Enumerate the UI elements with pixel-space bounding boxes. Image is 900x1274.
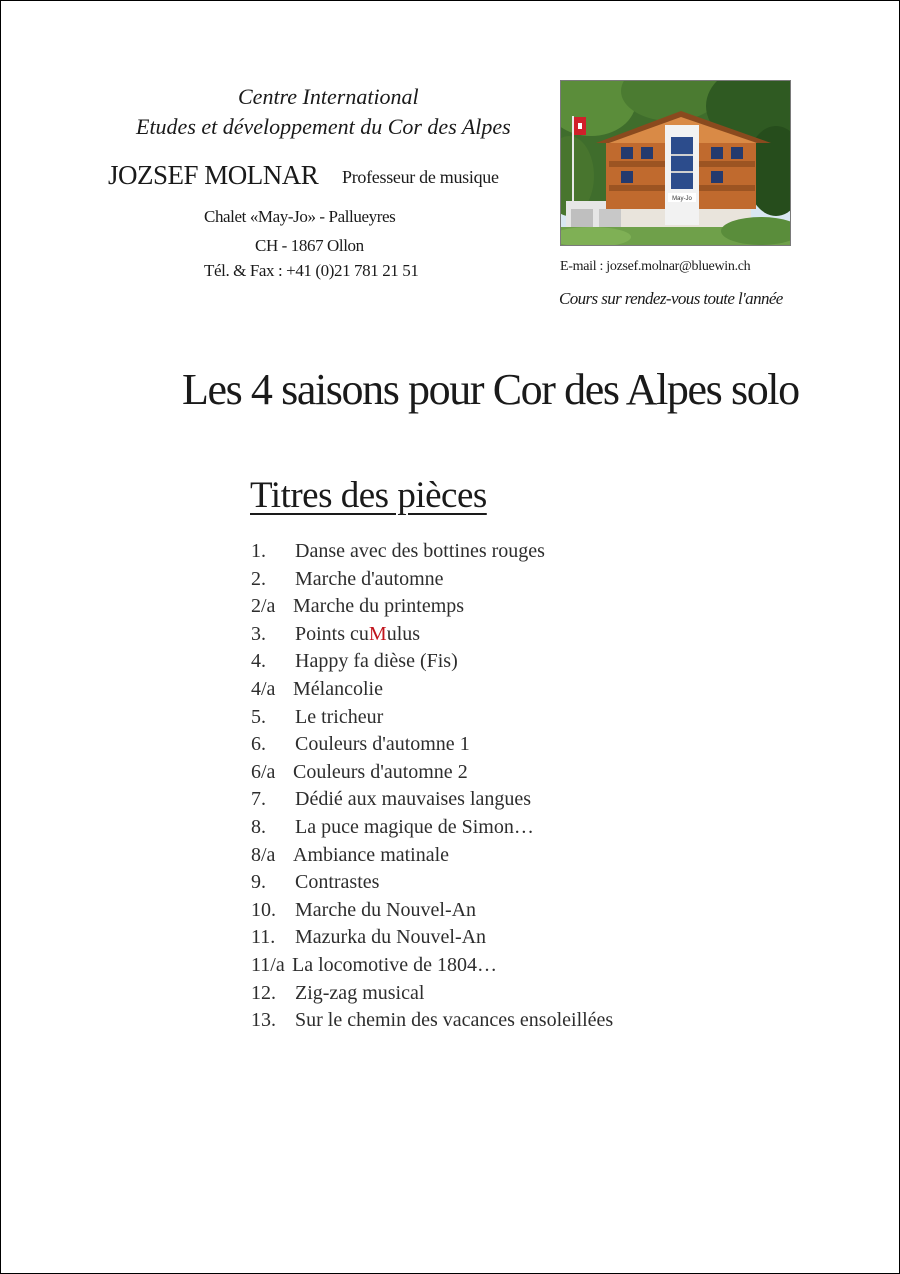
chalet-photo [560, 80, 791, 246]
piece-title: Danse avec des bottines rouges [295, 540, 545, 562]
piece-number: 3. [251, 622, 266, 645]
piece-title: Le tricheur [295, 705, 384, 728]
list-heading: Titres des pièces [250, 475, 487, 516]
list-item [251, 869, 613, 897]
piece-title-highlight: M [368, 622, 387, 645]
piece-title: Sur le chemin des vacances ensoleillées [295, 1009, 614, 1032]
piece-title: Couleurs d'automne 2 [293, 760, 468, 783]
piece-title: Mazurka du Nouvel-An [295, 926, 487, 949]
piece-title: La locomotive de 1804… [292, 953, 497, 976]
piece-title: Marche d'automne [295, 567, 444, 590]
email: E-mail : jozsef.molnar@bluewin.ch [560, 259, 751, 274]
piece-title: Couleurs d'automne 1 [295, 733, 470, 756]
list-item [251, 897, 613, 925]
piece-number: 10. [251, 898, 276, 921]
piece-title: Dédié aux mauvaises langues [295, 788, 532, 811]
list-item [251, 566, 613, 594]
list-item [251, 593, 613, 621]
pieces-list [251, 538, 613, 1035]
piece-number: 9. [251, 871, 266, 894]
piece-title: Mélancolie [293, 677, 383, 700]
list-item [251, 731, 613, 759]
piece-title: Marche du Nouvel-An [295, 898, 477, 921]
piece-title: Ambiance matinale [293, 843, 450, 866]
piece-number: 11. [251, 926, 276, 949]
phone-fax: Tél. & Fax : +41 (0)21 781 21 51 [204, 261, 419, 280]
center-subtitle: Etudes et développement du Cor des Alpes [136, 114, 511, 139]
piece-number: 13. [251, 1009, 276, 1032]
piece-title-part: Points cu [295, 622, 369, 645]
piece-number: 6/a [251, 760, 276, 783]
piece-title-part: ulus [386, 622, 421, 645]
piece-number: 8. [251, 815, 266, 838]
list-item [251, 759, 613, 787]
list-item [251, 704, 613, 732]
photo-sign: May-Jo [672, 196, 692, 202]
piece-number: 11/a [251, 953, 285, 976]
teacher-name: JOZSEF MOLNAR [108, 160, 319, 190]
piece-number: 4. [251, 650, 266, 673]
list-item [251, 648, 613, 676]
list-item [251, 676, 613, 704]
piece-title: Happy fa dièse (Fis) [295, 650, 458, 673]
address-line-1: Chalet «May-Jo» - Pallueyres [204, 207, 396, 226]
piece-number: 2. [251, 567, 266, 590]
piece-number: 2/a [251, 595, 276, 618]
piece-title: La puce magique de Simon… [295, 815, 534, 838]
list-item [251, 786, 613, 814]
list-item [251, 1007, 613, 1035]
list-item [251, 814, 613, 842]
piece-title: Zig-zag musical [295, 981, 425, 1004]
piece-title: Contrastes [295, 871, 380, 894]
list-item [251, 980, 613, 1008]
list-item [251, 842, 613, 870]
courses-note: Cours sur rendez-vous toute l'année [559, 289, 783, 308]
piece-number: 12. [251, 981, 276, 1004]
piece-number: 4/a [251, 677, 276, 700]
piece-number: 7. [251, 788, 266, 811]
main-title: Les 4 saisons pour Cor des Alpes solo [182, 365, 799, 414]
piece-number: 1. [251, 540, 266, 562]
address-line-2: CH - 1867 Ollon [255, 236, 364, 255]
piece-number: 5. [251, 705, 266, 728]
teacher-role: Professeur de musique [342, 167, 499, 187]
list-item [251, 538, 613, 566]
piece-title [295, 623, 420, 645]
center-name: Centre International [238, 84, 419, 109]
list-item [251, 952, 613, 980]
list-item [251, 621, 613, 649]
piece-title: Marche du printemps [293, 595, 465, 618]
piece-number: 8/a [251, 843, 276, 866]
list-item [251, 924, 613, 952]
piece-number: 6. [251, 733, 266, 756]
